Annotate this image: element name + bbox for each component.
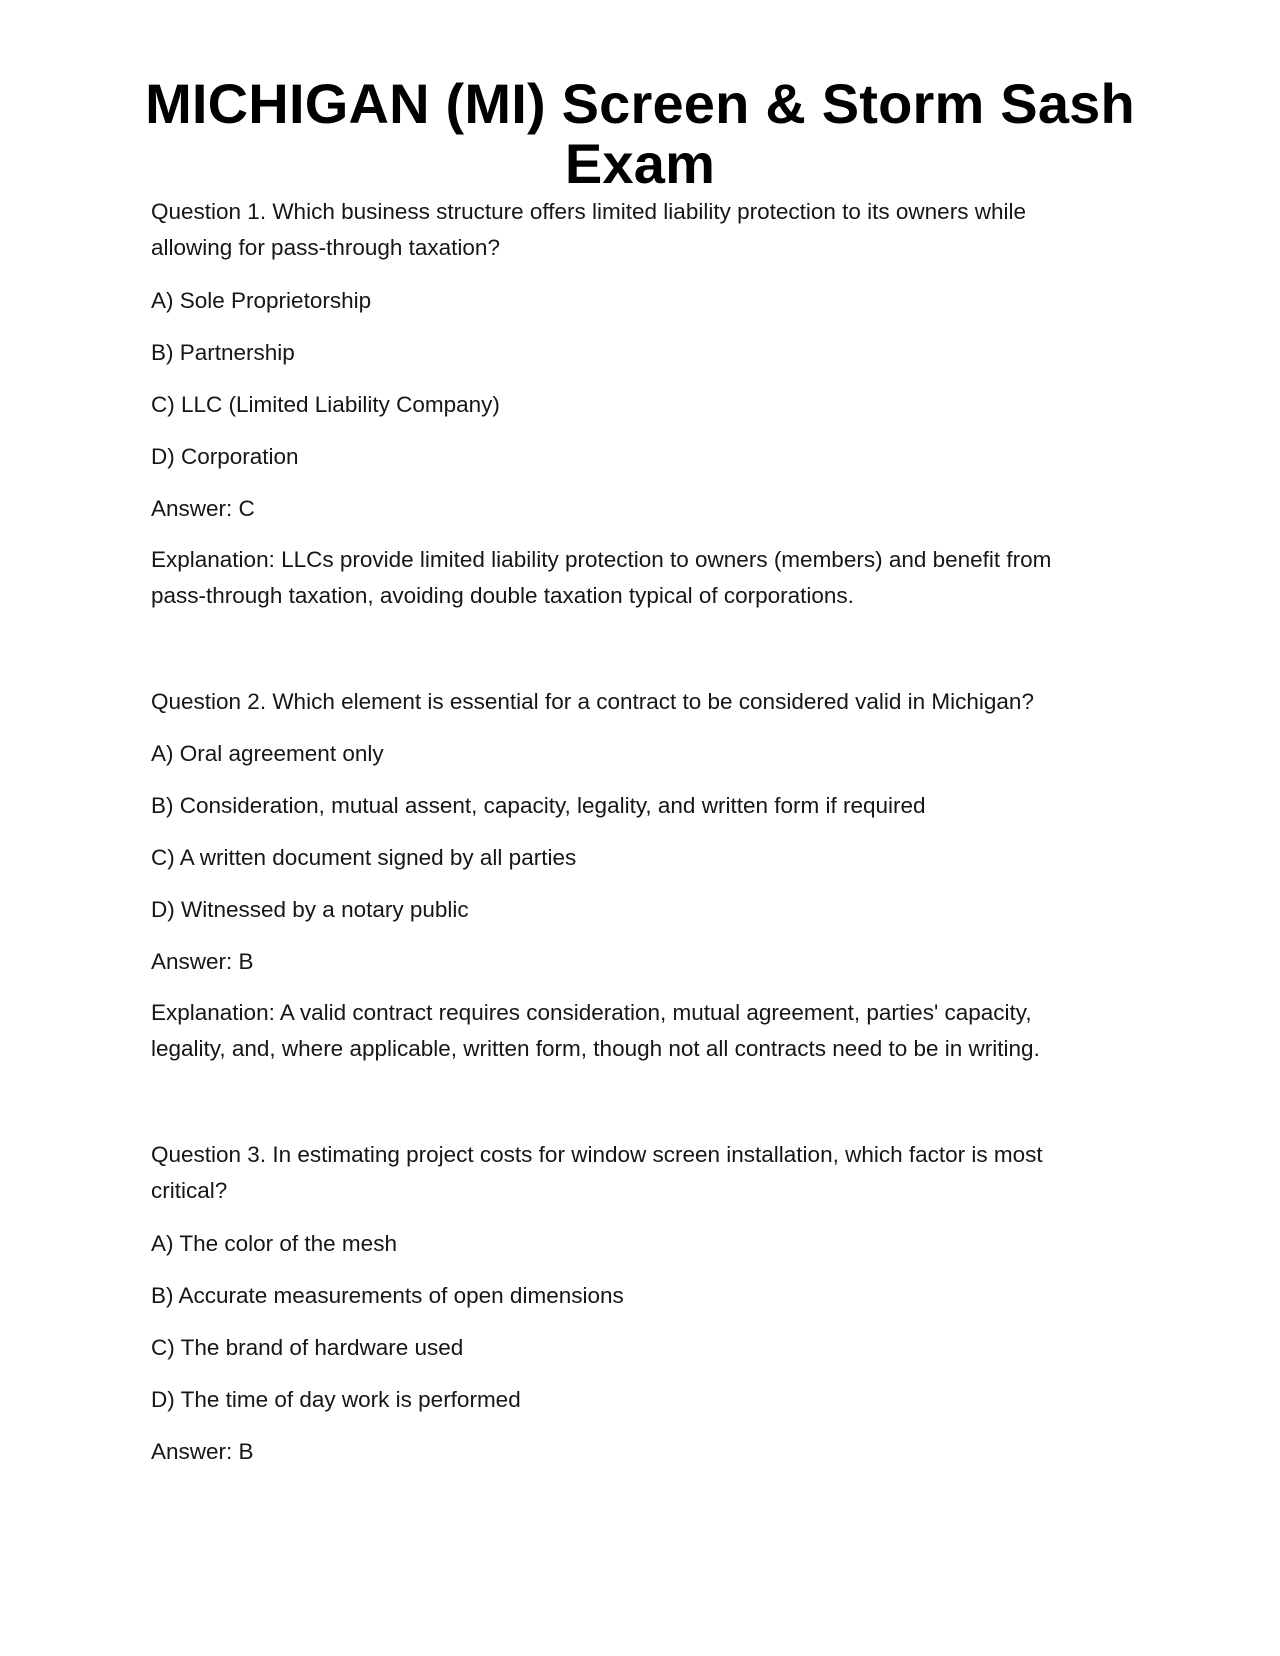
page-title: MICHIGAN (MI) Screen & Storm Sash Exam (145, 72, 1135, 195)
question-1-explanation: Explanation: LLCs provide limited liability protection to owners (members) and benefit from pass-through taxation, avoiding double taxation typical of corporations. (151, 547, 1052, 608)
question-2-explanation: Explanation: A valid contract requires consideration, mutual agreement, parties' capacity, legality, and, where applicable, written form, though not all contracts need to be in writing. (151, 1000, 1040, 1061)
question-2-option-b: B) Consideration, mutual assent, capacity, legality, and written form if required (151, 793, 926, 818)
question-2-text: Question 2. Which element is essential for a contract to be considered valid in Michigan? (151, 689, 1034, 714)
question-1-option-a: A) Sole Proprietorship (151, 288, 372, 313)
question-3-option-c: C) The brand of hardware used (151, 1335, 464, 1360)
question-3-text: Question 3. In estimating project costs for window screen installation, which factor is most critical? (151, 1142, 1043, 1203)
question-2-answer: Answer: B (151, 949, 254, 974)
question-3-option-d: D) The time of day work is performed (151, 1387, 521, 1412)
question-2-option-c: C) A written document signed by all parties (151, 845, 577, 870)
question-1-text: Question 1. Which business structure offers limited liability protection to its owners while allowing for pass-through taxation? (151, 199, 1026, 260)
question-1-option-d: D) Corporation (151, 444, 299, 469)
question-1-answer: Answer: C (151, 496, 255, 521)
question-3-option-b: B) Accurate measurements of open dimensions (151, 1283, 624, 1308)
question-3-answer: Answer: B (151, 1439, 254, 1464)
question-2-option-d: D) Witnessed by a notary public (151, 897, 469, 922)
question-1-option-c: C) LLC (Limited Liability Company) (151, 392, 500, 417)
question-1-option-b: B) Partnership (151, 340, 295, 365)
question-3-option-a: A) The color of the mesh (151, 1231, 397, 1256)
question-2-option-a: A) Oral agreement only (151, 741, 384, 766)
